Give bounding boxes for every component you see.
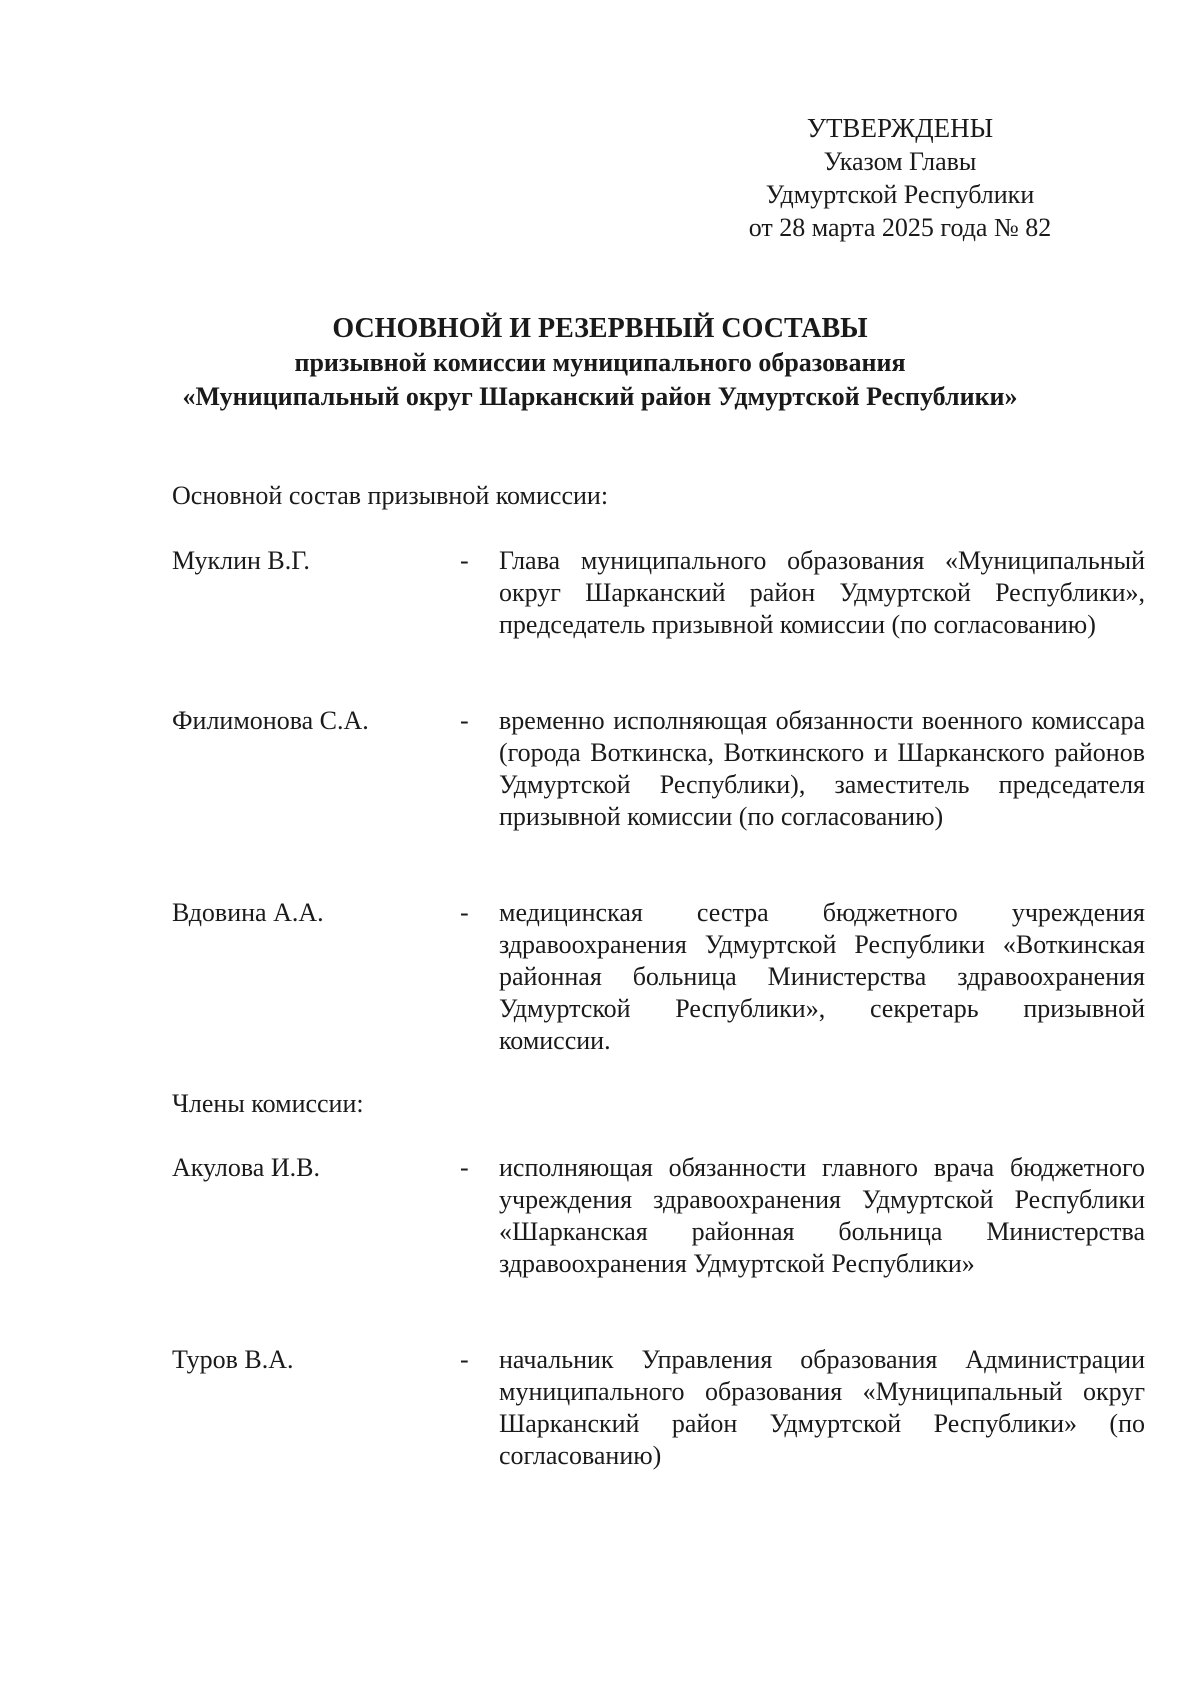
approved-heading: УТВЕРЖДЕНЫ	[806, 113, 994, 143]
approval-date: от 28 марта 2025 года № 82	[748, 213, 1052, 242]
title-main: ОСНОВНОЙ И РЕЗЕРВНЫЙ СОСТАВЫ	[332, 313, 868, 344]
member-name: Филимонова С.А.	[172, 706, 369, 735]
approval-stamp	[700, 112, 1100, 244]
member-role: начальник Управления образования Администрации муниципального образования «Муниципальный округ Шарканский район Удмуртской Республики» (по согласованию)	[499, 1345, 1145, 1470]
member-name: Муклин В.Г.	[172, 546, 310, 575]
member-name: Вдовина А.А.	[172, 898, 324, 927]
approval-authority: Указом Главы	[823, 147, 977, 176]
separator-dash: -	[460, 898, 469, 927]
member-role: исполняющая обязанности главного врача бюджетного учреждения здравоохранения Удмуртской Республики «Шарканская районная больница Министерства здравоохранения Удмуртской Республики»	[499, 1153, 1145, 1278]
document-title	[140, 312, 1060, 414]
member-role: временно исполняющая обязанности военного комиссара (города Воткинска, Воткинского и Шарканского районов Удмуртской Республики), заместитель председателя призывной комиссии (по согласованию)	[499, 706, 1145, 831]
separator-dash: -	[460, 546, 469, 575]
members-label: Члены комиссии:	[172, 1089, 364, 1118]
member-role: медицинская сестра бюджетного учреждения здравоохранения Удмуртской Республики «Воткинская районная больница Министерства здравоохранения Удмуртской Республики», секретарь призывной комиссии.	[499, 898, 1145, 1055]
separator-dash: -	[460, 1345, 469, 1374]
member-role: Глава муниципального образования «Муниципальный округ Шарканский район Удмуртской Республики», председатель призывной комиссии (по согласованию)	[499, 546, 1145, 639]
main-composition-label: Основной состав призывной комиссии:	[172, 481, 609, 510]
separator-dash: -	[460, 706, 469, 735]
member-name: Акулова И.В.	[172, 1153, 320, 1182]
title-subtitle: призывной комиссии муниципального образования	[294, 348, 906, 377]
member-name: Туров В.А.	[172, 1345, 294, 1374]
approval-region: Удмуртской Республики	[765, 180, 1035, 209]
title-municipality: «Муниципальный округ Шарканский район Удмуртской Республики»	[182, 382, 1018, 411]
separator-dash: -	[460, 1153, 469, 1182]
